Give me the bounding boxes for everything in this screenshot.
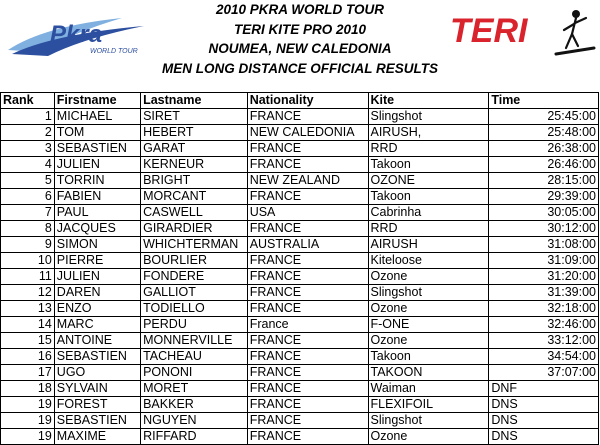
cell-firstname: TORRIN bbox=[54, 173, 140, 189]
cell-rank: 10 bbox=[1, 253, 55, 269]
cell-lastname: GIRARDIER bbox=[141, 221, 248, 237]
cell-rank: 19 bbox=[1, 429, 55, 445]
cell-kite: F-ONE bbox=[368, 317, 489, 333]
cell-firstname: JULIEN bbox=[54, 157, 140, 173]
column-header-rank: Rank bbox=[1, 93, 55, 109]
kitesurfer-figure-icon bbox=[556, 10, 594, 54]
cell-nationality: FRANCE bbox=[247, 109, 368, 125]
cell-kite: OZONE bbox=[368, 173, 489, 189]
table-row bbox=[1, 413, 599, 429]
pkra-logo-wordmark: Pkra bbox=[50, 21, 103, 48]
cell-nationality: FRANCE bbox=[247, 333, 368, 349]
results-table-body bbox=[1, 109, 599, 445]
table-row bbox=[1, 317, 599, 333]
cell-kite: Takoon bbox=[368, 189, 489, 205]
cell-kite: FLEXIFOIL bbox=[368, 397, 489, 413]
pkra-world-tour-logo bbox=[4, 12, 154, 58]
cell-nationality: FRANCE bbox=[247, 381, 368, 397]
table-row bbox=[1, 173, 599, 189]
table-row bbox=[1, 125, 599, 141]
cell-rank: 13 bbox=[1, 301, 55, 317]
cell-nationality: FRANCE bbox=[247, 349, 368, 365]
table-row bbox=[1, 253, 599, 269]
cell-lastname: WHICHTERMAN bbox=[141, 237, 248, 253]
cell-lastname: MORCANT bbox=[141, 189, 248, 205]
cell-nationality: AUSTRALIA bbox=[247, 237, 368, 253]
cell-kite: Ozone bbox=[368, 269, 489, 285]
cell-time: 31:20:00 bbox=[489, 269, 599, 285]
cell-time: 25:45:00 bbox=[489, 109, 599, 125]
cell-nationality: FRANCE bbox=[247, 221, 368, 237]
cell-time: 25:48:00 bbox=[489, 125, 599, 141]
cell-lastname: BOURLIER bbox=[141, 253, 248, 269]
cell-time: 29:39:00 bbox=[489, 189, 599, 205]
cell-lastname: CASWELL bbox=[141, 205, 248, 221]
cell-time: 30:12:00 bbox=[489, 221, 599, 237]
cell-rank: 19 bbox=[1, 397, 55, 413]
cell-lastname: KERNEUR bbox=[141, 157, 248, 173]
cell-rank: 14 bbox=[1, 317, 55, 333]
teri-logo bbox=[448, 4, 598, 60]
cell-time: DNS bbox=[489, 413, 599, 429]
cell-rank: 18 bbox=[1, 381, 55, 397]
results-header bbox=[0, 0, 600, 88]
cell-nationality: FRANCE bbox=[247, 157, 368, 173]
cell-rank: 16 bbox=[1, 349, 55, 365]
cell-firstname: MICHAEL bbox=[54, 109, 140, 125]
table-row bbox=[1, 301, 599, 317]
cell-lastname: SIRET bbox=[141, 109, 248, 125]
cell-kite: RRD bbox=[368, 141, 489, 157]
table-row bbox=[1, 221, 599, 237]
cell-nationality: FRANCE bbox=[247, 253, 368, 269]
cell-time: 33:12:00 bbox=[489, 333, 599, 349]
results-table bbox=[0, 92, 599, 445]
column-header-lastname: Lastname bbox=[141, 93, 248, 109]
teri-logo-wordmark: TERI bbox=[450, 12, 528, 50]
cell-time: 30:05:00 bbox=[489, 205, 599, 221]
cell-lastname: TODIELLO bbox=[141, 301, 248, 317]
cell-firstname: MAXIME bbox=[54, 429, 140, 445]
cell-rank: 11 bbox=[1, 269, 55, 285]
cell-rank: 1 bbox=[1, 109, 55, 125]
cell-kite: Kiteloose bbox=[368, 253, 489, 269]
cell-rank: 12 bbox=[1, 285, 55, 301]
cell-kite: Waiman bbox=[368, 381, 489, 397]
cell-nationality: FRANCE bbox=[247, 189, 368, 205]
cell-firstname: JULIEN bbox=[54, 269, 140, 285]
cell-rank: 6 bbox=[1, 189, 55, 205]
cell-firstname: UGO bbox=[54, 365, 140, 381]
cell-firstname: JACQUES bbox=[54, 221, 140, 237]
cell-firstname: FOREST bbox=[54, 397, 140, 413]
pkra-logo-tagline: WORLD TOUR bbox=[90, 48, 138, 55]
cell-firstname: SYLVAIN bbox=[54, 381, 140, 397]
cell-kite: Ozone bbox=[368, 301, 489, 317]
title-line-results: MEN LONG DISTANCE OFFICIAL RESULTS bbox=[162, 60, 438, 76]
cell-time: DNS bbox=[489, 429, 599, 445]
cell-rank: 9 bbox=[1, 237, 55, 253]
cell-kite: Takoon bbox=[368, 157, 489, 173]
cell-time: DNF bbox=[489, 381, 599, 397]
table-header-row bbox=[1, 93, 599, 109]
cell-nationality: FRANCE bbox=[247, 429, 368, 445]
cell-firstname: ANTOINE bbox=[54, 333, 140, 349]
cell-rank: 4 bbox=[1, 157, 55, 173]
cell-nationality: France bbox=[247, 317, 368, 333]
cell-lastname: TACHEAU bbox=[141, 349, 248, 365]
cell-kite: Cabrinha bbox=[368, 205, 489, 221]
cell-nationality: FRANCE bbox=[247, 365, 368, 381]
cell-lastname: PONONI bbox=[141, 365, 248, 381]
table-row bbox=[1, 285, 599, 301]
cell-firstname: SEBASTIEN bbox=[54, 413, 140, 429]
cell-firstname: PAUL bbox=[54, 205, 140, 221]
cell-kite: Takoon bbox=[368, 349, 489, 365]
column-header-kite: Kite bbox=[368, 93, 489, 109]
cell-kite: Ozone bbox=[368, 429, 489, 445]
cell-firstname: SEBASTIEN bbox=[54, 141, 140, 157]
title-line-location: NOUMEA, NEW CALEDONIA bbox=[208, 41, 392, 56]
cell-rank: 19 bbox=[1, 413, 55, 429]
table-row bbox=[1, 349, 599, 365]
cell-firstname: MARC bbox=[54, 317, 140, 333]
cell-time: 31:39:00 bbox=[489, 285, 599, 301]
cell-firstname: SIMON bbox=[54, 237, 140, 253]
cell-time: 26:38:00 bbox=[489, 141, 599, 157]
cell-nationality: FRANCE bbox=[247, 397, 368, 413]
table-row bbox=[1, 269, 599, 285]
table-row bbox=[1, 141, 599, 157]
column-header-firstname: Firstname bbox=[54, 93, 140, 109]
title-block bbox=[150, 0, 450, 78]
table-row bbox=[1, 333, 599, 349]
table-row bbox=[1, 381, 599, 397]
table-row bbox=[1, 237, 599, 253]
cell-time: 31:08:00 bbox=[489, 237, 599, 253]
table-row bbox=[1, 205, 599, 221]
cell-nationality: FRANCE bbox=[247, 141, 368, 157]
cell-firstname: DAREN bbox=[54, 285, 140, 301]
table-row bbox=[1, 365, 599, 381]
cell-rank: 7 bbox=[1, 205, 55, 221]
cell-lastname: MONNERVILLE bbox=[141, 333, 248, 349]
cell-kite: TAKOON bbox=[368, 365, 489, 381]
cell-time: 26:46:00 bbox=[489, 157, 599, 173]
cell-nationality: FRANCE bbox=[247, 301, 368, 317]
cell-lastname: BRIGHT bbox=[141, 173, 248, 189]
cell-time: 32:46:00 bbox=[489, 317, 599, 333]
cell-time: 32:18:00 bbox=[489, 301, 599, 317]
column-header-nationality: Nationality bbox=[247, 93, 368, 109]
cell-lastname: BAKKER bbox=[141, 397, 248, 413]
cell-lastname: MORET bbox=[141, 381, 248, 397]
cell-time: 37:07:00 bbox=[489, 365, 599, 381]
table-row bbox=[1, 429, 599, 445]
cell-time: 34:54:00 bbox=[489, 349, 599, 365]
cell-kite: RRD bbox=[368, 221, 489, 237]
cell-rank: 5 bbox=[1, 173, 55, 189]
table-row bbox=[1, 397, 599, 413]
cell-rank: 17 bbox=[1, 365, 55, 381]
cell-lastname: FONDERE bbox=[141, 269, 248, 285]
cell-lastname: GARAT bbox=[141, 141, 248, 157]
table-row bbox=[1, 157, 599, 173]
cell-nationality: FRANCE bbox=[247, 269, 368, 285]
cell-firstname: SEBASTIEN bbox=[54, 349, 140, 365]
title-line-tour: 2010 PKRA WORLD TOUR bbox=[215, 2, 385, 17]
cell-rank: 15 bbox=[1, 333, 55, 349]
cell-nationality: FRANCE bbox=[247, 413, 368, 429]
cell-rank: 3 bbox=[1, 141, 55, 157]
cell-kite: Ozone bbox=[368, 333, 489, 349]
cell-kite: Slingshot bbox=[368, 285, 489, 301]
cell-rank: 8 bbox=[1, 221, 55, 237]
cell-kite: Slingshot bbox=[368, 413, 489, 429]
column-header-time: Time bbox=[489, 93, 599, 109]
cell-time: 28:15:00 bbox=[489, 173, 599, 189]
table-row bbox=[1, 109, 599, 125]
cell-kite: Slingshot bbox=[368, 109, 489, 125]
cell-lastname: GALLIOT bbox=[141, 285, 248, 301]
cell-time: 31:09:00 bbox=[489, 253, 599, 269]
table-row bbox=[1, 189, 599, 205]
cell-nationality: NEW CALEDONIA bbox=[247, 125, 368, 141]
cell-lastname: RIFFARD bbox=[141, 429, 248, 445]
cell-lastname: PERDU bbox=[141, 317, 248, 333]
cell-nationality: NEW ZEALAND bbox=[247, 173, 368, 189]
cell-firstname: FABIEN bbox=[54, 189, 140, 205]
cell-rank: 2 bbox=[1, 125, 55, 141]
cell-lastname: HEBERT bbox=[141, 125, 248, 141]
title-line-event: TERI KITE PRO 2010 bbox=[233, 21, 367, 37]
cell-nationality: FRANCE bbox=[247, 285, 368, 301]
cell-kite: AIRUSH bbox=[368, 237, 489, 253]
cell-firstname: TOM bbox=[54, 125, 140, 141]
cell-kite: AIRUSH, bbox=[368, 125, 489, 141]
cell-firstname: PIERRE bbox=[54, 253, 140, 269]
cell-time: DNS bbox=[489, 397, 599, 413]
cell-firstname: ENZO bbox=[54, 301, 140, 317]
cell-nationality: USA bbox=[247, 205, 368, 221]
cell-lastname: NGUYEN bbox=[141, 413, 248, 429]
